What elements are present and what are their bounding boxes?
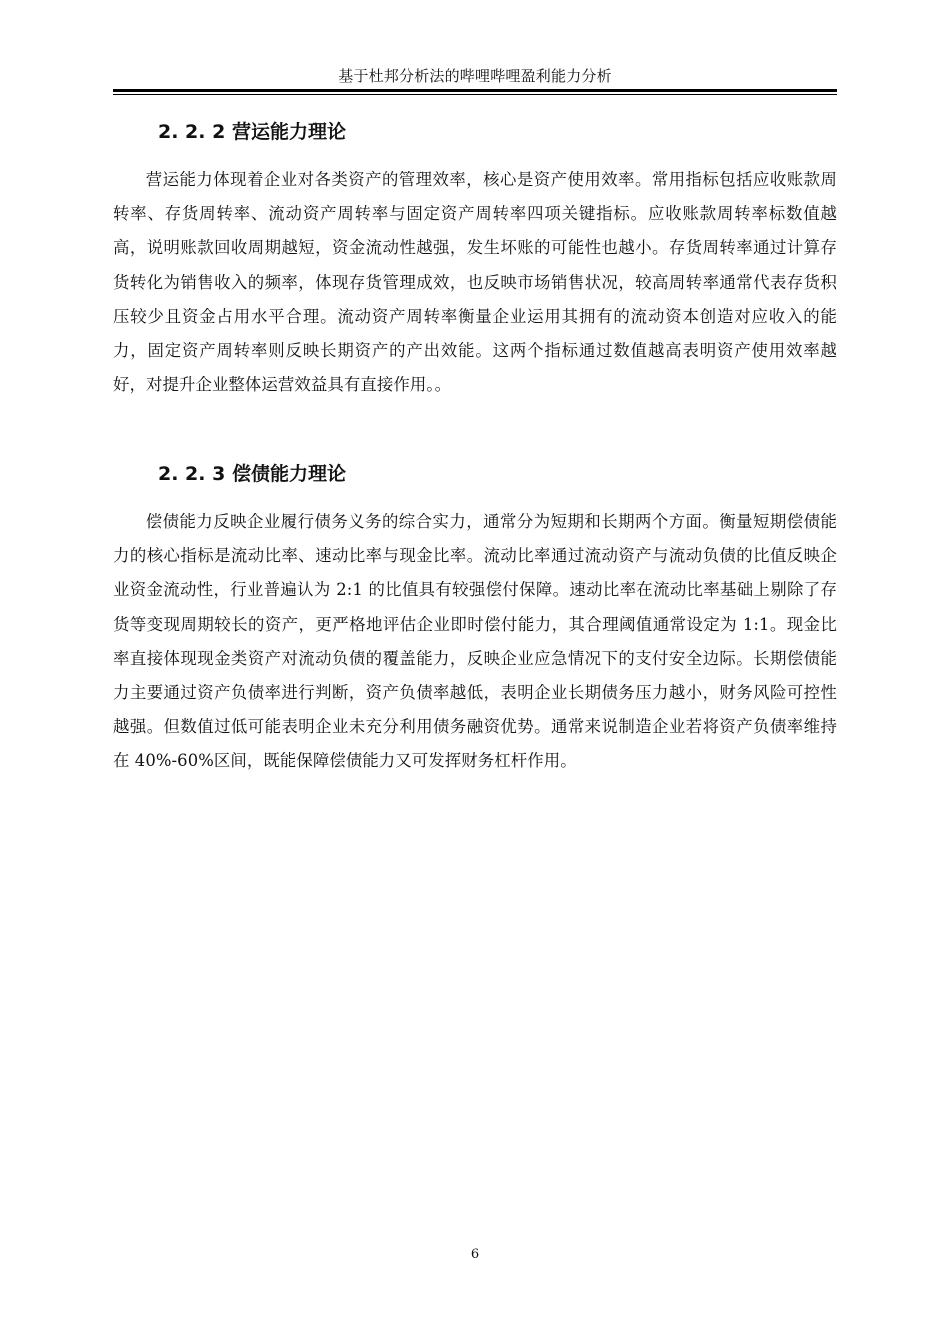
header-rule-thin [113, 94, 837, 95]
running-header: 基于杜邦分析法的哔哩哔哩盈利能力分析 [338, 67, 612, 85]
section-heading-2-2-3: 2. 2. 3 偿债能力理论 [158, 463, 346, 485]
header-rule-thick [113, 89, 837, 92]
section-heading-2-2-2: 2. 2. 2 营运能力理论 [158, 121, 346, 143]
page-number: 6 [470, 1247, 480, 1262]
section-paragraph-2-2-3: 偿债能力反映企业履行债务义务的综合实力，通常分为短期和长期两个方面。衡量短期偿债能力的核心指标是流动比率、速动比率与现金比率。流动比率通过流动资产与流动负债的比值反映企业资金流动性，行业普遍认为 2:1 的比值具有较强偿付保障。速动比率在流动比率基础上剔除了存货等变现周期较长的资产，更严格地评估企业即时偿付能力，其合理阈值通常设定为 1:1。现金比率直接体现现金类资产对流动负债的覆盖能力，反映企业应急情况下的支付安全边际。长期偿债能力主要通过资产负债率进行判断，资产负债率越低，表明企业长期债务压力越小，财务风险可控性越强。但数值过低可能表明企业未充分利用债务融资优势。通常来说制造企业若将资产负债率维持在 40%-60%区间，既能保障偿债能力又可发挥财务杠杆作用。 [113, 512, 837, 771]
section-paragraph-2-2-2: 营运能力体现着企业对各类资产的管理效率，核心是资产使用效率。常用指标包括应收账款周转率、存货周转率、流动资产周转率与固定资产周转率四项关键指标。应收账款周转率标数值越高，说明账款回收周期越短，资金流动性越强，发生坏账的可能性也越小。存货周转率通过计算存货转化为销售收入的频率，体现存货管理成效，也反映市场销售状况，较高周转率通常代表存货积压较少且资金占用水平合理。流动资产周转率衡量企业运用其拥有的流动资本创造对应收入的能力，固定资产周转率则反映长期资产的产出效能。这两个指标通过数值越高表明资产使用效率越好，对提升企业整体运营效益具有直接作用。。 [113, 170, 837, 395]
